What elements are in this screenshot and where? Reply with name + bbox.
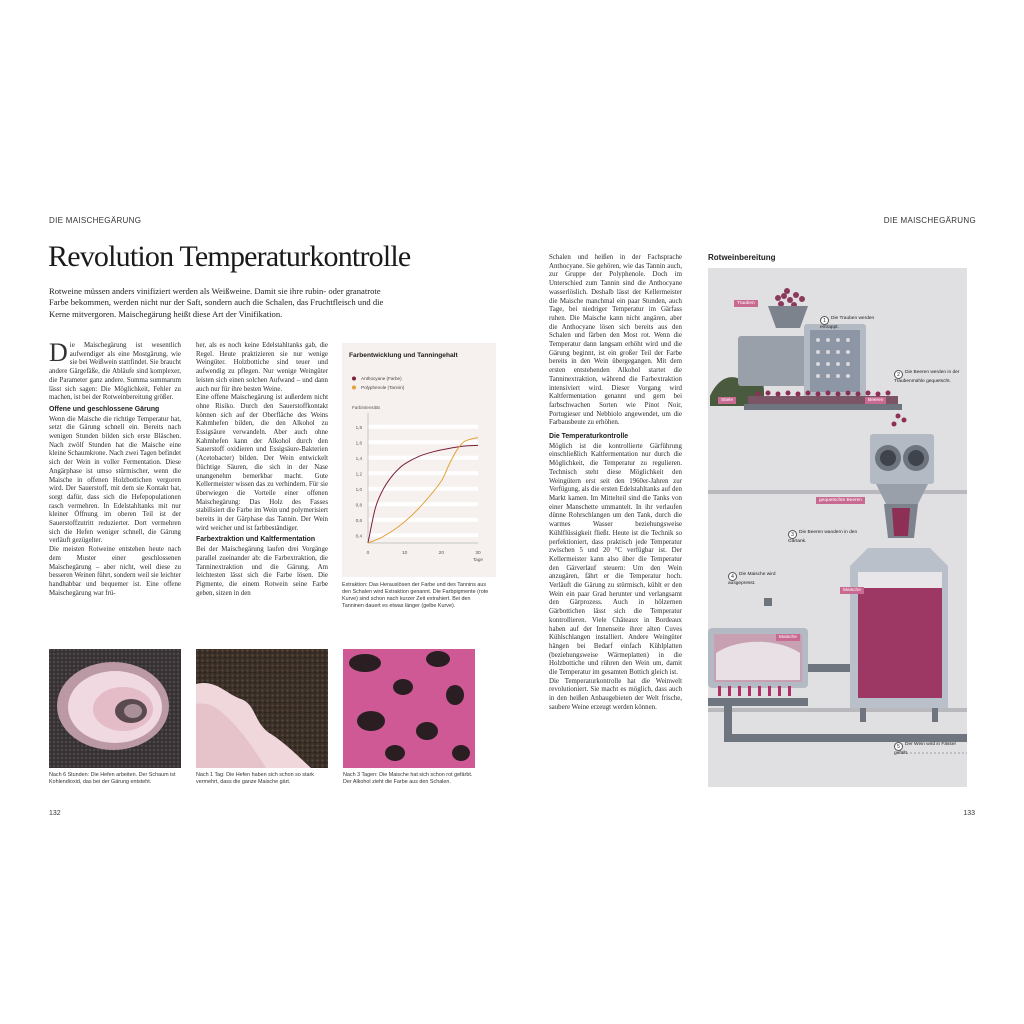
chart-legend-marker [352,377,356,381]
chart-x-axis-label: Tage [473,557,483,562]
chart-y-tick-label: 1,2 [355,471,362,477]
farbentwicklung-chart [342,343,496,577]
chart-y-tick-label: 0,6 [355,517,362,523]
subheading-temperaturkontrolle: Die Temperaturkontrolle [549,433,629,441]
chart-y-tick-label: 1,6 [355,440,362,446]
tag-stiele: Stiele [718,397,736,404]
step-4: 4 Die Maische wird ausgepresst. [728,572,776,586]
drop-cap: D [49,338,68,367]
running-head-right: DIE MAISCHEGÄRUNG [883,216,976,225]
chart-x-tick-label: 0 [366,551,370,556]
subheading-gaerung: Offene und geschlossene Gärung [49,405,160,413]
step-1: 1 Die Trauben werden entrappt. [820,316,875,330]
chart-panel [342,343,496,577]
illustration-title: Rotweinbereitung [708,253,776,262]
lead-paragraph: Rotweine müssen anders vinifiziert werden als Weißweine. Damit sie ihre rubin- oder granatrote Farbe bekommen, werden nicht nur der Saft, sondern auch die Schalen, das Fruchtfleisch und die Kerne mitvergoren. Maischegärung heißt diese Art der Vinifikation. [49,286,384,319]
step-5: 5 Der Wein wird in Fässer gefüllt. [894,742,957,756]
chart-legend-label: Polyphenole (Tannin) [361,385,405,390]
chart-caption: Extraktion: Das Herauslösen der Farbe und des Tannins aus den Schalen wird Extraktion genannt. Die Farbpigmente (rote Kurve) sind schon nach kurzer Zeit extrahiert. Bei den Tanninen dauert es etwas länger (gelbe Kurve). [342,582,489,609]
photo-caption-1: Nach 6 Stunden: Die Hefen arbeiten. Der Schaum ist Kohlendioxid, das bei der Gärung entsteht. [49,772,176,785]
col1-paragraph-3: Die meisten Rotweine entstehen heute nach dem Muster einer geschlossenen Maischegärung – aber nicht, weil diese zu besseren Weinen führt, sondern weil sie leichter handhabbar und bequemer ist. Eine offene Maischegärung war frü- [49,546,181,597]
col3-paragraph-2: Möglich ist die kontrollierte Gärführung einschließlich Kaltfermentation nur durch die Möglichkeit, die Temperatur zu regulieren. Technisch steht diese Möglichkeit den Weingütern erst seit den 1960er-Jahren zur Verfügung, als die ersten Edelstahltanks auf den Markt kamen. Im Mittelteil sind die Tanks von einer Manschette ummantelt. In ihr verlaufen dünne Rohrschlangen um den Tank, durch die warmes Wasser beziehungsweise Kühlflüssigkeit fließt. Heute ist die Technik so perfektioniert, dass praktisch jede Temperatur zwischen 5 und 20 °C verfügbar ist. Der Kellermeister kann also über die Temperatur den Gärverlauf steuern: Um den Wein anzugären, fährt er die Temperatur hoch. Verläuft die Gärung zu stürmisch, kühlt er den Wein ein paar Grad herunter und verlangsamt den Gärprozess. Auch in hölzernen Gärbottichen lässt sich die Temperatur kontrollieren. Viele Châteaux in Bordeaux haben auf der Innenseite ihrer alten Cuves Kühlschlangen installiert. Andere Weingüter hängen bei Bedarf einfach Kühlplatten (beziehungsweise Wärmeplatten) in die Holzbottiche und rühren den Wein um, damit die Temperatur im gesamten Bottich gleich ist. [549,442,682,677]
photo-1-tag [196,649,328,768]
tag-maische-tank: Maische [840,587,864,594]
running-head-left: DIE MAISCHEGÄRUNG [49,216,142,225]
chart-y-tick-label: 0,8 [355,502,362,508]
chart-title: Farbentwicklung und Tanningehalt [349,352,458,359]
step-2: 2 Die Beeren werden in der Traubenmühle gequetscht. [894,370,960,384]
photo-6-stunden [49,649,181,768]
col1-paragraph-2: Wenn die Maische die richtige Temperatur hat, setzt die Gärung schnell ein. Bereits nach wenigen Stunden bilden sich erste Bläschen. Nach zwölf Stunden hat die Maische eine kleine Schaumkrone. Nach zwei Tagen befindet sich der Wein in voller Fermentation. Diese Angärphase ist umso stürmischer, wenn die Maische in offenen Holzbottichen vergoren wird. Der Sauerstoff, mit dem sie Kontakt hat, sorgt dafür, dass sich die Hefepopulationen rasch vermehren. In Edelstahltanks mit nur kleiner Öffnung im oberen Teil ist der Sauerstoffzutritt reduzierter. Dort vermehren sich die Hefen weniger schnell, die Gärung verläuft gezügelter. [49,415,181,545]
photo-caption-2: Nach 1 Tag: Die Hefen haben sich schon so stark vermehrt, dass die ganze Maische gärt. [196,772,314,785]
page-number-right: 133 [963,810,975,817]
tag-maische-presse: Maische [776,634,800,641]
text-column-2 [196,342,328,598]
col2-paragraph-2: Eine offene Maischegärung ist außerdem nicht ohne Risiko. Durch den Sauerstoffkontakt können sich auf der Oberfläche des Weins Kahmhefen bilden, die den Alkohol zu Essigsäure verwandeln. Aber auch ohne Kahmhefen kann der Alkohol durch den Sauerstoff oxidieren und Essigsäure-Bakterien (Acetobacter) bilden. Der Wein entwickelt flüchtige Säuren, die sich in der Nase unangenehm bemerkbar macht. Gute Kellermeister wissen das zu verhindern. Für sie überwiegen die Vorteile einer offenen Maischegärung: Das Holz des Fasses stabilisiert die Farbe im Wein und polymerisiert bereits in der Gärphase das Tannin. Der Wein wird weicher und ist farbbeständiger. [196,394,328,532]
chart-series-line-1 [368,445,478,543]
chart-x-tick-label: 30 [475,551,481,556]
tag-trauben: Trauben [734,300,758,307]
chart-y-tick-label: 1,4 [355,455,362,461]
chart-x-tick-label: 10 [401,551,408,556]
text-column-1 [49,338,181,598]
col3-paragraph-1: Schalen und heißen in der Fachsprache Anthocyane. Sie gehören, wie das Tannin auch, zur Gruppe der Polyphenole. Doch im Unterschied zum Tannin sind die Anthocyane wasserlöslich. Deshalb lässt der Kellermeister die Maische manchmal ein paar Stunden, auch Tage, bei niedriger Temperatur im Gärfass ruhen. Die Maische kann nicht angären, aber die Anthocyane lösen sich bereits aus den Schalen und färben den Most rot. Wenn die Temperatur dann langsam erhöht wird und die Gärung beginnt, ist ein großer Teil der Farbe bereits in den Wein übergegangen. Mit dem ersten entstehenden Alkohol startet die Tanninextraktion, während die Farbextraktion intensiviert wird. Dieser Vorgang wird Kaltfermentation genannt und gern bei farbschwachen Sorten wie Pinot Noir, Portugieser und Nebbiolo angewendet, um die Farbausbeute zu erhöhen. [549,254,682,427]
subheading-farbextraktion: Farbextraktion und Kaltfermentation [196,536,316,544]
step-3: 3 Die Beeren wandern in den Gärtank. [788,530,858,544]
chart-y-tick-label: 1,8 [355,424,362,430]
page-number-left: 132 [49,810,61,817]
col3-paragraph-3: Die Temperaturkontrolle hat die Weinwelt revolutioniert. Sie macht es möglich, dass auch in den heißen Anbaugebieten der Welt frische, saubere Weine erzeugt werden können. [549,677,682,711]
col2-paragraph-1: her, als es noch keine Edelstahltanks gab, die Regel. Heute praktizieren sie nur wenige Weingüter. Holzbottiche sind teuer und aufwendig zu pflegen. Nur wenige Weingüter leisten sich einen solchen Aufwand – und dann auch nur für ihre besten Weine. [196,342,328,393]
chart-legend-label: Anthocyane (Farbe) [361,376,402,381]
tag-beeren: Beeren [865,397,886,404]
chart-legend-marker [352,386,356,390]
rotweinbereitung-illustration [708,268,967,787]
col2-paragraph-3: Bei der Maischegärung laufen drei Vorgänge parallel zueinander ab: die Farbextraktion, die Tanninextraktion und die Gärung. Am leichtesten lässt sich die Farbe lösen. Die Pigmente, die einem Rotwein seine Farbe geben, sitzen in den [196,546,328,597]
chart-y-tick-label: 1,0 [355,486,362,492]
text-column-3 [549,254,682,713]
chart-x-tick-label: 20 [438,551,445,556]
tag-gequetschte-beeren: gequetschte Beeren [816,497,865,504]
chart-y-tick-label: 0,4 [355,533,362,539]
photo-caption-3: Nach 3 Tagen: Die Maische hat sich schon rot gefärbt. Der Alkohol zieht die Farbe aus den Schalen. [343,772,473,785]
chart-y-axis-label: Farbintensität [352,405,380,410]
page-title: Revolution Temperaturkontrolle [48,240,411,273]
col1-paragraph-1: ie Maischegärung ist wesentlich aufwendiger als eine Mostgärung, wie sie bei Weißwein stattfindet. Sie braucht andere Gärgefäße, die Abläufe sind komplexer, die Parameter ganz andere. Summa summarum lässt sich sagen: Die Möglichkeit, Fehler zu machen, ist bei der Rotweinbereitung größer. [49,342,181,402]
photo-3-tage [343,649,475,768]
